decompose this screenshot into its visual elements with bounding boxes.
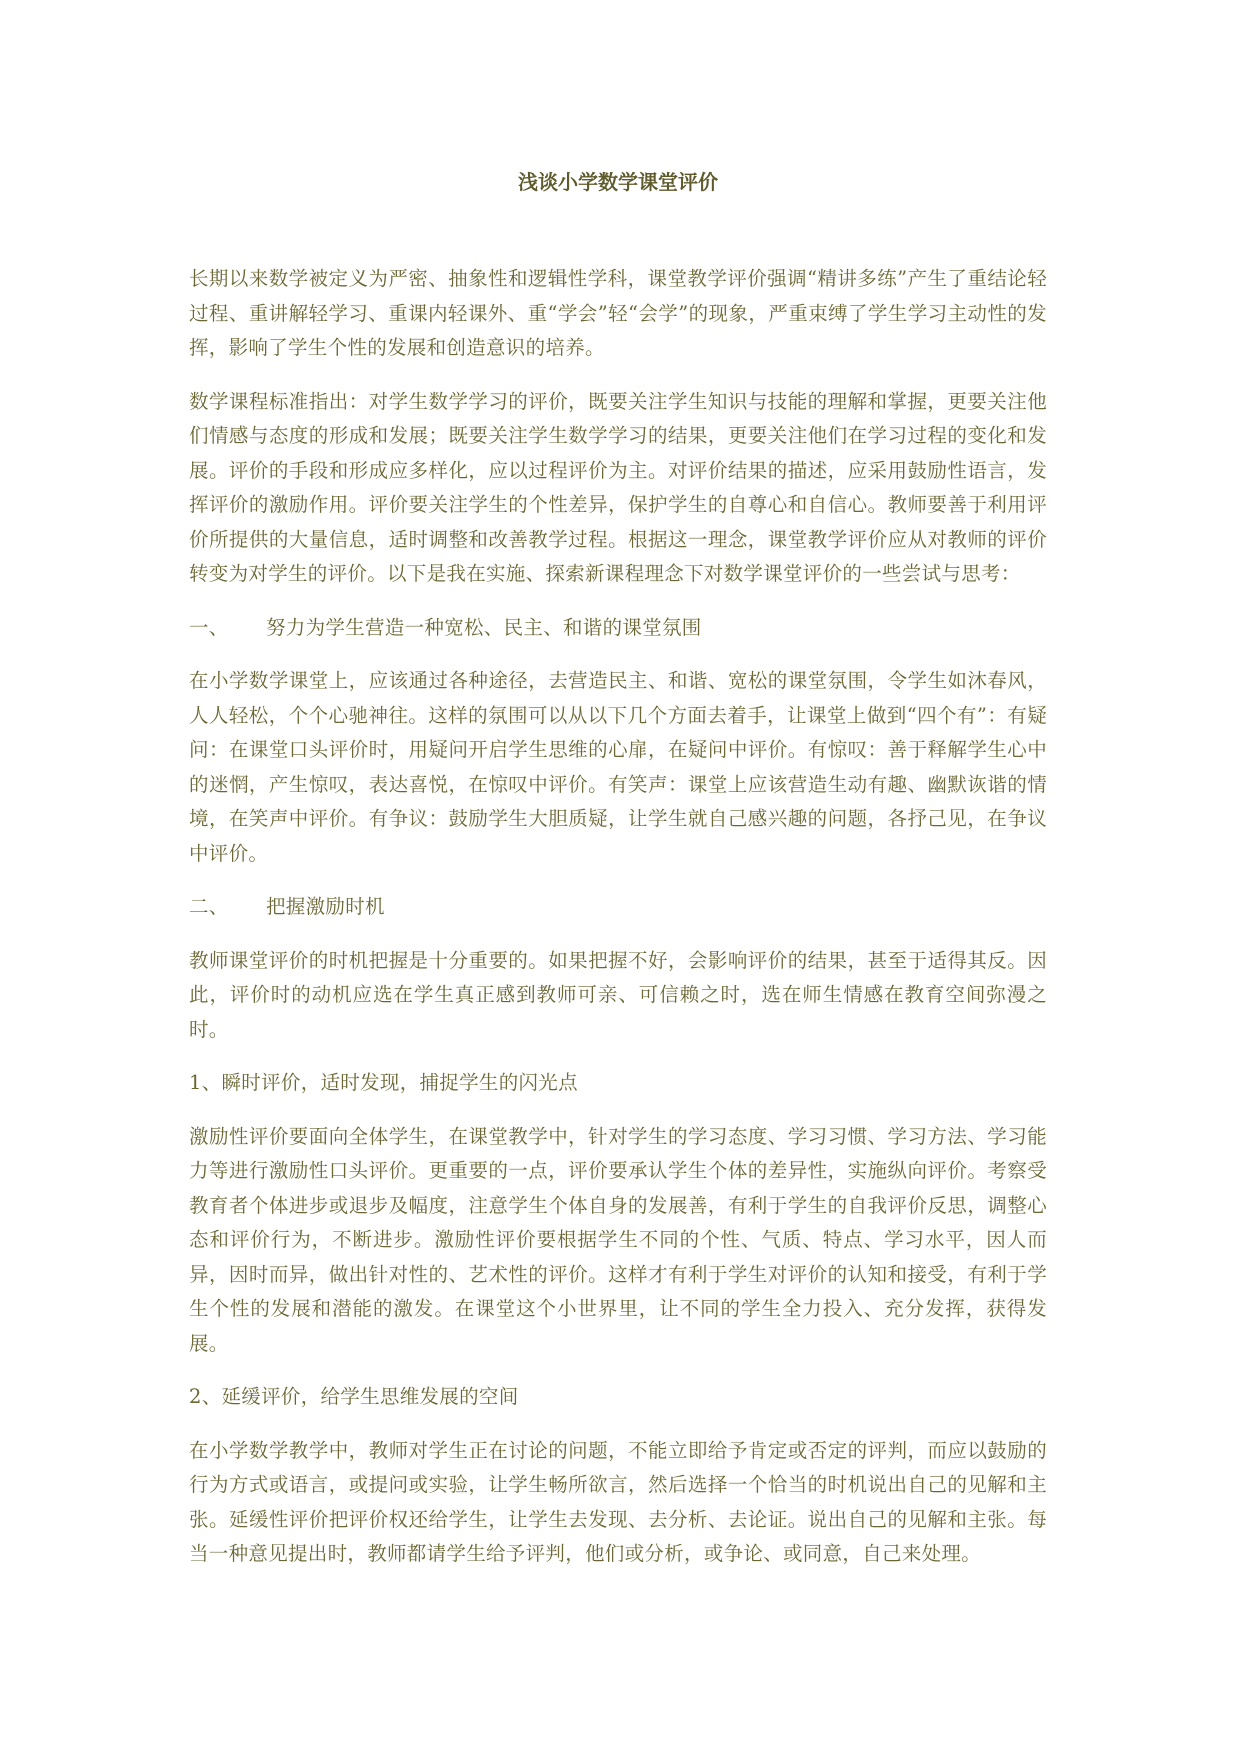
section-1-number: 一、 (189, 615, 229, 639)
subsection-1-heading: 1、瞬时评价，适时发现，捕捉学生的闪光点 (189, 1071, 578, 1094)
document-title: 浅谈小学数学课堂评价 (518, 170, 718, 194)
subsection-1-paragraph: 激励性评价要面向全体学生，在课堂教学中，针对学生的学习态度、学习习惯、学习方法、学习能力等进行激励性口头评价。更重要的一点，评价要承认学生个体的差异性，实施纵向评价。考察受教育者个体进步或退步及幅度，注意学生个体自身的发展善，有利于学生的自我评价反思，调整心态和评价行为，不断进步。激励性评价要根据学生不同的个性、气质、特点、学习水平，因人而异，因时而异，做出针对性的、艺术性的评价。这样才有利于学生对评价的认知和接受，有利于学生个性的发展和潜能的激发。在课堂这个小世界里，让不同的学生全力投入、充分发挥，获得发展。 (189, 1124, 1047, 1355)
section-2-heading (189, 890, 1047, 925)
intro-paragraph-1: 长期以来数学被定义为严密、抽象性和逻辑性学科，课堂教学评价强调“精讲多练”产生了重结论轻过程、重讲解轻学习、重课内轻课外、重“学会”轻“会学”的现象，严重束缚了学生学习主动性的发挥，影响了学生个性的发展和创造意识的培养。 (189, 267, 1047, 359)
section-1-heading (189, 611, 1047, 646)
intro-paragraph-2: 数学课程标准指出：对学生数学学习的评价，既要关注学生知识与技能的理解和掌握，更要关注他们情感与态度的形成和发展；既要关注学生数学学习的结果，更要关注他们在学习过程的变化和发展。评价的手段和形成应多样化，应以过程评价为主。对评价结果的描述，应采用鼓励性语言，发挥评价的激励作用。评价要关注学生的个性差异，保护学生的自尊心和自信心。教师要善于利用评价所提供的大量信息，适时调整和改善教学过程。根据这一理念，课堂教学评价应从对教师的评价转变为对学生的评价。以下是我在实施、探索新课程理念下对数学课堂评价的一些尝试与思考： (189, 389, 1047, 585)
section-1-paragraph: 在小学数学课堂上，应该通过各种途径，去营造民主、和谐、宽松的课堂氛围，令学生如沐春风，人人轻松，个个心驰神往。这样的氛围可以从以下几个方面去着手，让课堂上做到“四个有”：有疑问：在课堂口头评价时，用疑问开启学生思维的心扉，在疑问中评价。有惊叹：善于释解学生心中的迷惘，产生惊叹，表达喜悦，在惊叹中评价。有笑声：课堂上应该营造生动有趣、幽默诙谐的情境，在笑声中评价。有争议：鼓励学生大胆质疑，让学生就自己感兴趣的问题，各抒己见，在争议中评价。 (189, 669, 1047, 865)
section-2-number: 二、 (189, 895, 229, 918)
section-1-title: 努力为学生营造一种宽松、民主、和谐的课堂氛围 (266, 615, 702, 639)
section-2-title: 把握激励时机 (266, 895, 385, 918)
document-content (189, 262, 1047, 1591)
subsection-2-heading: 2、延缓评价，给学生思维发展的空间 (189, 1385, 519, 1408)
section-2-paragraph: 教师课堂评价的时机把握是十分重要的。如果把握不好，会影响评价的结果，甚至于适得其反。因此，评价时的动机应选在学生真正感到教师可亲、可信赖之时，选在师生情感在教育空间弥漫之时。 (189, 948, 1047, 1041)
subsection-2-paragraph: 在小学数学教学中，教师对学生正在讨论的问题，不能立即给予肯定或否定的评判，而应以鼓励的行为方式或语言，或提问或实验，让学生畅所欲言，然后选择一个恰当的时机说出自己的见解和主张。延缓性评价把评价权还给学生，让学生去发现、去分析、去论证。说出自己的见解和主张。每当一种意见提出时，教师都请学生给予评判，他们或分析，或争论、或同意，自己来处理。 (189, 1438, 1047, 1565)
